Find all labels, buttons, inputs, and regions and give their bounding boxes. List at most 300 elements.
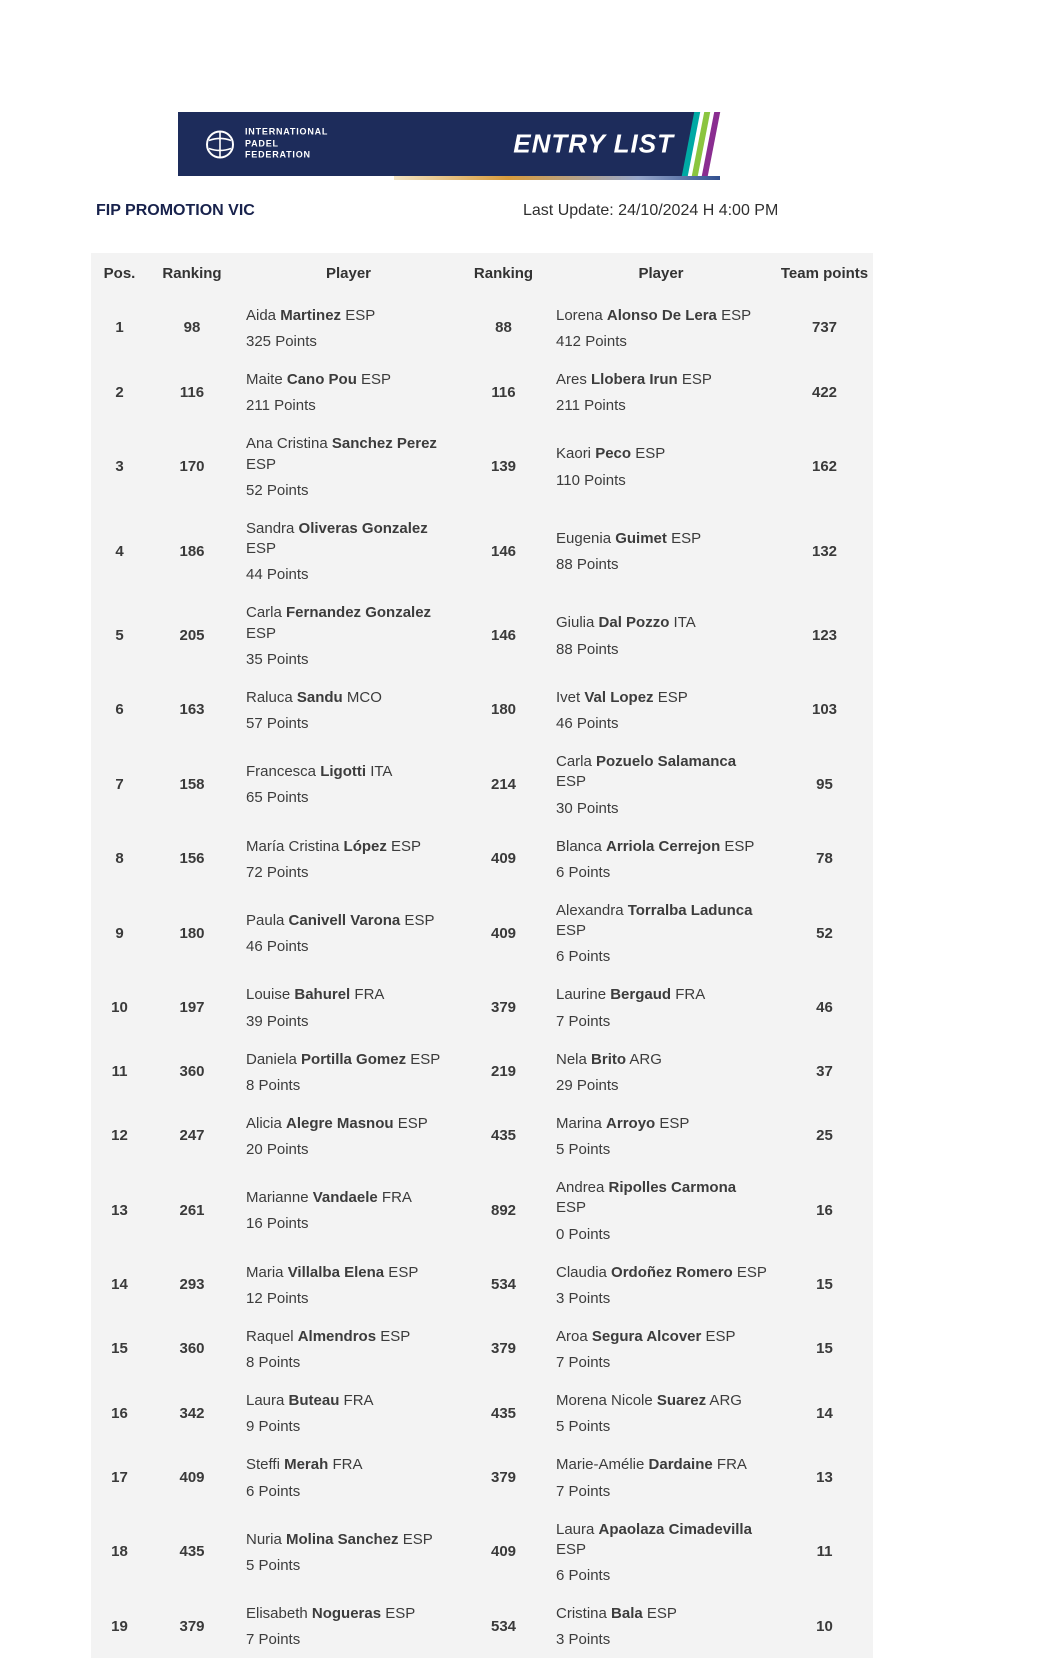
player-first-name: Louise — [246, 986, 295, 1004]
pos-cell: 17 — [111, 1468, 128, 1486]
ranking-a-cell: 247 — [179, 1127, 205, 1145]
player-country: FRA — [377, 1189, 412, 1207]
player-first-name: Carla — [556, 753, 597, 770]
player-country: ARG — [706, 1392, 742, 1409]
player-name — [246, 1188, 455, 1208]
entry-row — [91, 1317, 873, 1381]
player-b-cell — [546, 1040, 776, 1104]
player-name — [556, 901, 770, 942]
player-name — [556, 306, 770, 326]
ranking-b-cell: 180 — [490, 701, 517, 719]
team-points-cell: 103 — [811, 701, 838, 719]
pos-cell: 11 — [111, 1063, 128, 1081]
entry-row — [91, 1253, 873, 1317]
ranking-a-cell: 186 — [179, 542, 205, 560]
player-points: 5 Points — [556, 1418, 611, 1436]
player-first-name: Marina — [556, 1114, 607, 1132]
pos-cell: 16 — [111, 1404, 128, 1422]
player-first-name: María Cristina — [246, 837, 344, 855]
player-last-name: Arriola Cerrejon — [606, 837, 721, 855]
pos-cell: 9 — [115, 924, 124, 942]
player-first-name: Ivet — [556, 688, 585, 706]
ranking-a-cell: 98 — [183, 319, 201, 337]
pos-cell: 6 — [115, 701, 124, 719]
player-name — [556, 688, 770, 708]
player-name — [556, 985, 770, 1005]
player-last-name: Val Lopez — [584, 688, 654, 706]
player-a-cell — [236, 360, 461, 424]
player-points: 46 Points — [246, 938, 309, 956]
player-last-name: Brito — [591, 1050, 627, 1068]
ranking-b-cell: 534 — [490, 1617, 517, 1635]
player-name — [556, 1327, 770, 1347]
player-points: 52 Points — [246, 481, 309, 499]
player-first-name: Laurine — [556, 986, 611, 1004]
player-first-name: Paula — [246, 911, 289, 929]
fip-logo-icon — [204, 128, 236, 160]
player-name — [556, 1520, 770, 1561]
player-points: 44 Points — [246, 566, 309, 584]
player-name — [246, 306, 455, 326]
player-first-name: Alexandra — [556, 901, 628, 919]
col-header-ranking-b: Ranking — [473, 265, 534, 282]
entry-list-banner — [178, 112, 720, 180]
team-points-cell: 11 — [816, 1543, 833, 1561]
team-points-cell: 15 — [816, 1276, 833, 1294]
player-last-name: Ligotti — [320, 763, 367, 781]
ranking-b-cell: 409 — [490, 850, 517, 868]
ranking-b-cell: 534 — [490, 1276, 517, 1294]
player-last-name: Suarez — [656, 1392, 707, 1409]
player-points: 6 Points — [246, 1482, 301, 1500]
col-header-player-a: Player — [325, 265, 372, 282]
player-last-name: Portilla Gomez — [301, 1050, 407, 1068]
player-name — [246, 1455, 455, 1475]
pos-cell: 19 — [111, 1617, 128, 1635]
player-first-name: Raluca — [246, 688, 297, 706]
player-a-cell — [236, 1594, 461, 1658]
player-a-cell — [236, 1445, 461, 1509]
player-b-cell — [546, 593, 776, 678]
player-points: 7 Points — [246, 1631, 301, 1649]
player-name — [246, 1327, 455, 1347]
player-country: ESP — [246, 455, 277, 473]
player-name — [246, 1604, 455, 1624]
player-country: FRA — [328, 1456, 363, 1474]
banner-underline — [394, 176, 720, 180]
player-points: 20 Points — [246, 1141, 309, 1158]
player-name — [556, 613, 770, 633]
player-country: ESP — [393, 1114, 428, 1132]
player-last-name: Villalba Elena — [287, 1263, 385, 1281]
player-name — [246, 911, 455, 931]
team-points-cell: 14 — [816, 1404, 833, 1422]
team-points-cell: 16 — [816, 1201, 833, 1219]
player-a-cell — [236, 678, 461, 742]
player-country: ESP — [356, 371, 392, 388]
pos-cell: 10 — [111, 998, 128, 1016]
entry-table-body — [91, 296, 873, 1658]
player-country: ESP — [386, 837, 422, 855]
player-last-name: Bahurel — [294, 986, 351, 1004]
player-last-name: Sandu — [296, 688, 343, 706]
ranking-a-cell: 116 — [179, 383, 205, 401]
team-points-cell: 46 — [816, 998, 833, 1016]
player-first-name: Giulia — [556, 614, 599, 632]
player-b-cell — [546, 424, 776, 509]
player-country: ESP — [398, 1530, 433, 1548]
player-last-name: Oliveras Gonzalez — [298, 519, 428, 537]
ranking-a-cell: 360 — [179, 1063, 205, 1081]
fip-logo-line-2: PADEL — [245, 138, 279, 149]
player-country: ESP — [732, 1263, 767, 1281]
ranking-b-cell: 88 — [495, 319, 512, 337]
player-points: 16 Points — [246, 1215, 309, 1233]
player-a-cell — [236, 1510, 461, 1595]
player-country: ESP — [642, 1605, 677, 1622]
player-a-cell — [236, 975, 461, 1039]
player-country: ESP — [720, 837, 755, 855]
player-last-name: Martinez — [280, 306, 342, 324]
pos-cell: 14 — [111, 1276, 128, 1294]
pos-cell: 8 — [115, 850, 124, 868]
player-points: 5 Points — [246, 1556, 301, 1574]
player-first-name: Marie-Amélie — [556, 1456, 649, 1474]
player-b-cell — [546, 296, 776, 360]
entry-row — [91, 1445, 873, 1509]
player-first-name: Cristina — [556, 1605, 612, 1622]
player-name — [246, 519, 455, 560]
player-country: ARG — [626, 1050, 662, 1068]
player-last-name: Guimet — [615, 529, 667, 547]
player-name — [246, 1114, 455, 1134]
player-last-name: Buteau — [288, 1392, 340, 1409]
player-country: FRA — [671, 986, 706, 1004]
player-name — [246, 1050, 455, 1070]
player-first-name: Laura — [556, 1520, 599, 1538]
player-b-cell — [546, 1594, 776, 1658]
player-last-name: Nogueras — [311, 1605, 382, 1622]
col-header-pos: Pos. — [103, 265, 136, 282]
header-row — [91, 253, 873, 296]
entry-row — [91, 1104, 873, 1168]
banner-graphic — [178, 112, 720, 176]
player-name — [246, 1391, 455, 1411]
ranking-b-cell: 146 — [490, 627, 517, 644]
player-country: ESP — [246, 540, 277, 557]
player-country: ESP — [716, 306, 752, 324]
fip-logo-line-3: FEDERATION — [245, 149, 311, 160]
player-a-cell — [236, 593, 461, 678]
player-name — [556, 1263, 770, 1283]
ranking-b-cell: 435 — [490, 1404, 517, 1422]
player-points: 39 Points — [246, 1012, 309, 1030]
ranking-b-cell: 409 — [490, 1543, 517, 1561]
player-name — [246, 762, 455, 782]
player-a-cell — [236, 891, 461, 976]
player-first-name: Ares — [556, 371, 592, 388]
entry-table — [91, 253, 873, 1658]
player-last-name: Segura Alcover — [591, 1327, 702, 1345]
player-points: 3 Points — [556, 1289, 611, 1307]
ranking-b-cell: 892 — [490, 1201, 517, 1219]
player-b-cell — [546, 1510, 776, 1595]
player-first-name: Ana Cristina — [246, 435, 332, 453]
ranking-a-cell: 293 — [179, 1276, 205, 1294]
player-b-cell — [546, 742, 776, 827]
player-country: ESP — [701, 1327, 736, 1345]
ranking-a-cell: 156 — [179, 850, 205, 868]
player-last-name: Molina Sanchez — [286, 1530, 399, 1548]
player-country: ESP — [556, 1199, 587, 1217]
player-points: 325 Points — [246, 333, 317, 350]
player-a-cell — [236, 424, 461, 509]
player-points: 7 Points — [556, 1012, 611, 1030]
player-first-name: Morena Nicole — [556, 1392, 657, 1409]
player-country: ITA — [366, 763, 393, 781]
player-first-name: Steffi — [246, 1456, 285, 1474]
entry-row — [91, 891, 873, 976]
last-update-text: Last Update: 24/10/2024 H 4:00 PM — [523, 202, 779, 219]
player-b-cell — [546, 891, 776, 976]
team-points-cell: 25 — [816, 1127, 833, 1145]
player-b-cell — [546, 975, 776, 1039]
ranking-a-cell: 197 — [179, 998, 205, 1016]
player-b-cell — [546, 1168, 776, 1253]
ranking-a-cell: 170 — [179, 458, 205, 475]
player-points: 88 Points — [556, 556, 619, 574]
entry-row — [91, 296, 873, 360]
player-country: ESP — [653, 688, 688, 706]
player-country: ITA — [669, 614, 696, 632]
player-first-name: Lorena — [556, 306, 607, 324]
entry-row — [91, 509, 873, 594]
entry-row — [91, 827, 873, 891]
entry-row — [91, 1040, 873, 1104]
player-last-name: Pozuelo Salamanca — [596, 753, 737, 770]
player-a-cell — [236, 1104, 461, 1168]
ranking-b-cell: 409 — [490, 924, 517, 942]
player-a-cell — [236, 296, 461, 360]
ranking-b-cell: 379 — [490, 998, 517, 1016]
entry-row — [91, 1510, 873, 1595]
player-first-name: Andrea — [556, 1179, 609, 1196]
player-country: ESP — [677, 371, 712, 388]
player-b-cell — [546, 1317, 776, 1381]
player-last-name: Almendros — [297, 1327, 377, 1345]
player-country: ESP — [556, 1540, 587, 1558]
player-country: FRA — [712, 1456, 747, 1474]
ranking-b-cell: 435 — [490, 1127, 517, 1145]
player-name — [556, 370, 770, 390]
player-points: 30 Points — [556, 799, 619, 817]
player-first-name: Elisabeth — [246, 1605, 312, 1622]
player-last-name: Bala — [611, 1605, 643, 1622]
team-points-cell: 52 — [816, 924, 833, 942]
player-name — [556, 1114, 770, 1134]
player-last-name: Bergaud — [610, 986, 672, 1004]
team-points-cell: 737 — [811, 319, 838, 337]
player-b-cell — [546, 678, 776, 742]
entry-row — [91, 742, 873, 827]
player-first-name: Blanca — [556, 837, 607, 855]
ranking-a-cell: 342 — [179, 1404, 205, 1422]
team-points-cell: 13 — [816, 1468, 833, 1486]
player-country: ESP — [246, 624, 277, 642]
ranking-a-cell: 379 — [179, 1617, 205, 1635]
player-last-name: Fernandez Gonzalez — [286, 604, 432, 622]
player-points: 3 Points — [556, 1631, 611, 1649]
player-points: 211 Points — [246, 397, 316, 415]
ranking-a-cell: 158 — [179, 775, 205, 793]
fip-logo-text — [245, 126, 328, 161]
player-name — [246, 434, 455, 475]
player-points: 72 Points — [246, 863, 309, 881]
team-points-cell: 132 — [811, 542, 838, 560]
player-last-name: Arroyo — [606, 1114, 656, 1132]
pos-cell: 18 — [111, 1543, 128, 1561]
player-last-name: Cano Pou — [286, 371, 357, 388]
player-b-cell — [546, 509, 776, 594]
player-first-name: Kaori — [556, 445, 596, 463]
player-points: 211 Points — [556, 397, 626, 415]
player-points: 412 Points — [556, 333, 627, 350]
player-first-name: Marianne — [246, 1189, 313, 1207]
entry-row — [91, 360, 873, 424]
player-last-name: Alegre Masnou — [286, 1114, 394, 1132]
ranking-b-cell: 379 — [490, 1468, 517, 1486]
player-b-cell — [546, 1445, 776, 1509]
player-name — [246, 603, 455, 644]
team-points-cell: 37 — [816, 1063, 833, 1081]
col-header-ranking-a: Ranking — [162, 265, 222, 282]
player-name — [556, 1178, 770, 1219]
player-last-name: Sanchez Perez — [331, 435, 437, 453]
ranking-a-cell: 435 — [179, 1543, 205, 1561]
player-name — [246, 1530, 455, 1550]
player-points: 9 Points — [246, 1418, 301, 1436]
player-name — [556, 1604, 770, 1624]
player-last-name: Torralba Ladunca — [627, 901, 753, 919]
player-a-cell — [236, 1168, 461, 1253]
player-country: ESP — [384, 1263, 419, 1281]
ranking-b-cell: 146 — [490, 542, 517, 560]
ranking-a-cell: 163 — [179, 701, 205, 719]
player-country: ESP — [556, 922, 587, 939]
player-points: 88 Points — [556, 640, 619, 658]
pos-cell: 5 — [115, 627, 124, 644]
entry-row — [91, 1594, 873, 1658]
player-points: 6 Points — [556, 863, 611, 881]
player-name — [556, 1455, 770, 1475]
player-country: ESP — [381, 1605, 416, 1622]
player-name — [246, 985, 455, 1005]
player-points: 110 Points — [556, 471, 626, 489]
player-first-name: Maite — [246, 371, 287, 388]
player-a-cell — [236, 509, 461, 594]
player-last-name: Alonso De Lera — [606, 306, 717, 324]
player-last-name: Apaolaza Cimadevilla — [598, 1520, 752, 1538]
ranking-a-cell: 205 — [179, 627, 205, 644]
team-points-cell: 95 — [816, 775, 833, 793]
player-first-name: Claudia — [556, 1263, 612, 1281]
player-first-name: Eugenia — [556, 529, 616, 547]
player-first-name: Laura — [246, 1392, 289, 1409]
pos-cell: 7 — [115, 775, 124, 793]
player-points: 7 Points — [556, 1482, 611, 1500]
col-header-team-points: Team points — [780, 265, 869, 282]
player-last-name: Dardaine — [648, 1456, 713, 1474]
entry-row — [91, 1381, 873, 1445]
entry-list-title: ENTRY LIST — [513, 128, 674, 159]
team-points-cell: 78 — [816, 850, 833, 868]
player-points: 7 Points — [556, 1354, 611, 1371]
player-points: 0 Points — [556, 1225, 611, 1243]
team-points-cell: 123 — [811, 627, 838, 644]
player-last-name: López — [343, 837, 387, 855]
player-last-name: Vandaele — [312, 1189, 378, 1207]
player-country: ESP — [655, 1114, 690, 1132]
player-b-cell — [546, 1253, 776, 1317]
player-first-name: Aida — [246, 306, 281, 324]
player-points: 46 Points — [556, 715, 619, 732]
pos-cell: 13 — [111, 1201, 128, 1219]
player-last-name: Merah — [284, 1456, 329, 1474]
player-last-name: Ordoñez Romero — [611, 1263, 733, 1281]
player-name — [556, 1391, 770, 1411]
entry-row — [91, 678, 873, 742]
player-country: FRA — [339, 1392, 374, 1409]
entry-row — [91, 424, 873, 509]
pos-cell: 2 — [115, 383, 124, 401]
ranking-b-cell: 219 — [490, 1063, 517, 1081]
player-a-cell — [236, 742, 461, 827]
entry-row — [91, 593, 873, 678]
player-first-name: Alicia — [246, 1114, 287, 1132]
team-points-cell: 10 — [816, 1617, 833, 1635]
fip-logo-line-1: INTERNATIONAL — [245, 126, 329, 137]
pos-cell: 1 — [115, 319, 124, 337]
player-b-cell — [546, 1104, 776, 1168]
player-first-name: Aroa — [556, 1327, 592, 1345]
player-name — [556, 1050, 770, 1070]
entry-table-header — [91, 253, 873, 296]
pos-cell: 15 — [111, 1340, 128, 1358]
player-country: ESP — [631, 445, 666, 463]
ranking-b-cell: 214 — [490, 775, 517, 793]
ranking-a-cell: 180 — [179, 924, 205, 942]
team-points-cell: 15 — [816, 1340, 833, 1358]
player-last-name: Ripolles Carmona — [608, 1179, 737, 1196]
player-country: ESP — [556, 773, 587, 791]
player-b-cell — [546, 827, 776, 891]
player-name — [246, 1263, 455, 1283]
entry-row — [91, 1168, 873, 1253]
player-last-name: Canivell Varona — [288, 911, 401, 929]
fip-logo — [204, 126, 328, 161]
ranking-b-cell: 379 — [490, 1340, 517, 1358]
player-name — [556, 444, 770, 464]
player-country: ESP — [341, 306, 376, 324]
player-first-name: Francesca — [246, 763, 321, 781]
player-first-name: Nela — [556, 1050, 592, 1068]
player-first-name: Raquel — [246, 1327, 298, 1345]
player-first-name: Maria — [246, 1263, 288, 1281]
player-last-name: Peco — [595, 445, 632, 463]
player-b-cell — [546, 360, 776, 424]
player-points: 6 Points — [556, 1567, 611, 1584]
player-name — [556, 529, 770, 549]
